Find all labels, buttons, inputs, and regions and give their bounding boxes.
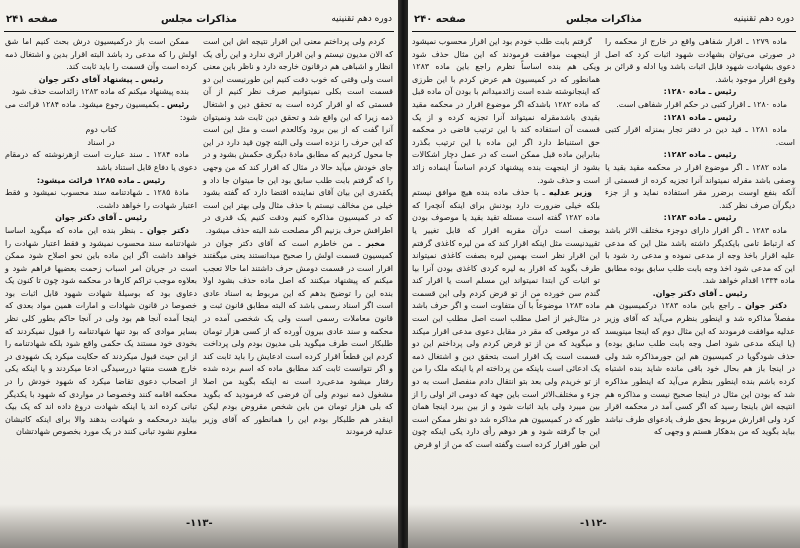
speaker-heading: رئیس ـ آقای دکتر جوان — [55, 213, 147, 223]
speaker-name: رئیس — [166, 99, 189, 109]
speech-text: ـ بکمیسیون رجوع میشود. ماده ۱۲۸۴ قرائت می شود: — [5, 99, 197, 122]
speaker-name: دکتر جوان — [745, 301, 787, 311]
paragraph: ماده ۱۲۷۹ ـ اقرار شفاهی واقع در خارج از محکمه را در صورتی می‌توان بشهادت شهود اثبات کرد که اصل دعوی بشهادت شهود قابل اثبات باشد ویا ادله و قرائن بر وقوع اقرار موجود باشد. — [605, 37, 795, 84]
header-issue: دوره دهم تقنینیه — [331, 14, 392, 24]
speech-paragraph — [5, 99, 197, 124]
column-left — [412, 36, 600, 452]
footer-page-number: -۱۱۲- — [580, 518, 607, 529]
speech-text: ـ بنظر بنده این ماده که میگوید اساسا شهادتنامه سند محسوب نمیشود و فقط اعتبار شهادت را خواهد داشت اگر این ماده باین نحو اصلاح شود ممکن است در جریان امر اسباب زحمت بعضیها فراهم شود و بعلاوه موجب تراکم کارها در محکمه شود چون تا کنون یک دعاوی بود که بوسیلهٔ شهادت شهود قابل اثبات بود خصوصا در قانون شهادات و امارات همین مواد بعدی که اینجا آمده آنجا هم بود ولی در آنجا حاکم بطور کلی نظر بسایر موادی که بود تنها شهادتنامه را قبول نمیکردند که بخودی خود مستند یک حکمی واقع شود بلکه شهادتنامه را از این حیث قبول میکردند که حکایت میکرد یک شهودی در خارج هست منتها دررسیدگی ادعا میکردند و یا اینکه یکی از اصحاب دعوی تقاضا میکرد که شهود خودش را در محکمه اقامه کنند وخصوصا در مواردی که شهود با یکدیگر تبانی کرده اند یا اینکه شهادت دروغ داده اند که یک بیک بیایند درمحکمه و شهادت بدهند والا برای اینکه کاتبشان معلوم نشود تبانی کنند در یک مورد بخصوص شهادتشان — [5, 225, 197, 437]
book-gutter — [398, 0, 408, 548]
speech-text: ـ من خاطرم است که آقای دکتر جوان در کمیسیون قسمت اولش را صحیح میدانستند یعنی میگفتند اقرار است در قسمت دومش حرف داشتند اما حالا تعجب میکنم که پیشنهاد میکنند که اصل ماده حذف بشود اولا بنده این را توضیح بدهم که این مربوط به اسناد عادی است اگر اسناد رسمی باشد که البته مطابق قانون ثبت و قانون معاملات رسمی است ولی یک شخصی آمده در محکمه و سند عادی بیرون آورده که از کسی هزار تومان طلبکار است طرف میگوید بلی مدیون بودم ولی پرداخت کردم این قطعاً اقرار کرده است ادعایش را باید ثابت کند و اگر نتوانست ثابت کند مطابق ماده که اسم برده شده رفتار میشود مدعی‌رد است نه اینکه بگوید من اصلا مشغول ذمه نبودم ولی آن فرضی که فرمودید که بگوید که بلی هزار تومان من باین شخص مقروض بودم لیکن اینقدر هم طلبکار بودم این را همانطور که آقای وزیر عدلیه فرمودند — [203, 238, 393, 437]
header-title: مذاکرات مجلس — [160, 14, 237, 25]
running-header — [414, 14, 794, 30]
paragraph: ماده ۱۲۸۴ ـ سند عبارت است ازهرنوشته که درمقام دعوی یا دفاع قابل استناد باشد — [5, 150, 197, 172]
speaker-heading: رئیس ـ پیشنهاد آقای دکتر جوان — [38, 74, 164, 84]
speech-paragraph — [203, 238, 393, 440]
column-right — [203, 36, 393, 439]
speech-paragraph — [5, 225, 197, 439]
speaker-heading: رئیس ـ ماده ۱۲۸۵ قرائت میشود: — [36, 175, 166, 185]
paragraph: ممکن است باز درکمیسیون درش بحث کنیم اما شق اولش را که مدعی رد باشد البته اقرار بدین و اشتغال ذمه کرده است وآن قسمت را باید ثابت کند. — [5, 37, 197, 72]
paragraph: گرفتم بابت طلب خودم بود این اقرار محسوب نمیشود از اینجهت موافقت فرمودند که این مثال حذف شود ویکی هم بنده اساساً نظرم راجع باین ماده ۱۲۸۳ همانطور که در کمیسیون هم عرض کردم با این طرزی که اینجانوشته شده است زائدمیدانم با بودن آن ماده قبل که ماده ۱۲۸۲ باشدکه اگر موضوع اقرار در محکمه مقید بقیدی باشدمقرله نمیتواند آنرا تجزیه کرده و از یک قسمت آن استفاده کند با این ترتیب قاضی در محکمه حق استنباط دارد اگر این ماده با این ترتیب بگذرد بنابراین ماده قبل ممکن است که در عمل دچار اشکالات بشود از اینجهت بنده پیشنهاد کردم اساساً اینماده زائد است و حذف شود. — [412, 37, 600, 185]
paragraph: ماده ۱۲۸۳ ـ اگر اقرار دارای دوجزء مختلف الاثر باشد که ارتباط تامی بایکدیگر داشته باشد مثل این که مدعی علیه اقرار باخذ وجه از مدعی نموده و مدعی رد شود با این که مدعی شود اخذ وجه بابت طلب سابق بوده مطابق ماده ۱۳۳۴ اقدام خواهد شد. — [605, 225, 795, 286]
speech-paragraph — [412, 187, 600, 451]
speaker-heading: رئیس ـ آقای دکتر جوان. — [652, 288, 748, 298]
footer-page-number: -۱۱۳- — [186, 518, 213, 529]
paragraph: بنده پیشنهاد میکنم که ماده ۱۲۸۳ زائداست حذف شود — [11, 87, 189, 97]
speaker-name: وزیر عدلیه — [548, 188, 592, 198]
column-right — [605, 36, 795, 439]
speaker-heading: رئیس ـ ماده ۱۲۸۱: — [663, 112, 737, 122]
section-heading: کتاب دوم — [85, 125, 117, 135]
paragraph: مادهٔ ۱۲۸۵ ـ شهادتنامه سند محسوب نمیشود و فقط اعتبار شهادت را خواهد داشت. — [5, 188, 197, 210]
paragraph: ماده ۱۲۸۱ ـ قید دین در دفتر تجار بمنزله اقرار کتبی است. — [605, 125, 795, 147]
header-page-number: صفحه ۲۴۰ — [414, 14, 466, 25]
speaker-name: مخبر — [366, 238, 385, 248]
speech-text: ـ با حذف ماده بنده هیچ موافق نیستم بلکه خیلی ضرورت دارد بودنش برای اینکه آنچه‌را که ماده ۱۲۸۲ گفته است مسئله تقید بقید یا موصوف بودن بوصف است درآن مقربه اقرار که قابل تغییر یا تقییدنیست مثل اینکه اقرار کند که من لیره کاغذی گرفتم این اقرار نظر است بهمین لیره بصفت کاغذی نمیتواند طرف بگوید که اقرار به لیره کردی کاغذی بودن آنرا بیا تو اثبات کن ابتدا نمیتواند این مسلم است یا اقرار کند گندم سن خورده من از تو قرض کردم ولی این قسمت ماده ۱۲۸۳ موضوعاً با آن متفاوت است و اگر حرف باشد در مثال‌غیر از اصل مطلب است اصل مطلب این است که در موقعی که مقر در مقابل دعوی مدعی اقرار میکند و میگوید که من از تو قرض کردم ولی پرداختم این دو قسمت است یک اقرار است بتحقق دین و اشتغال ذمه یک ادعائی است باینکه من پرداخته ام یا اینکه ملک را من از تو خریدم ولی بعد بتو انتقال دادم منفصل است به دو جزء و مختلف‌الاثر است باین جهة که دومی اثر اولی را از بین میبرد ولی باید اثبات شود و از بین ببرد اینجا همان طور که در کمیسیون هم مذاکره شد دو نظر ممکن است این جا گرفته شود و هر دوهم رأی دارد یکی اینکه چون این طور اقرار کرده است وگفته است که من از او قرض — [412, 188, 600, 449]
header-page-number: صفحه ۲۴۱ — [6, 14, 58, 25]
paragraph: ماده ۱۲۸۲ ـ اگر موضوع اقرار در محکمه مقید بقید یا وصفی باشد مقرله نمیتواند آنرا تجزیه کرده از قسمتی از آنکه بنفع اوست برضرر مقر استفاده نماید و از جزء دیگرآن صرف نظر کند. — [605, 162, 795, 210]
speaker-heading: رئیس ـ ماده ۱۲۸۳: — [663, 213, 737, 223]
column-left — [5, 36, 197, 439]
speaker-heading: رئیس ـ ماده ۱۲۸۰: — [663, 87, 737, 97]
paragraph: کردم ولی پرداختم معنی این اقرار نتیجه اش این است که الان مدیون نیستم و این اقرار اثری ندارد و این رأی یک انظار و اشباهی هم درقانون خارجه دارد و ناظر باین معنی است ولی وقتی که خوب دقت کنیم این طورنیست این دو قسمت است بکلی نمیتوانیم صرف نظر کنیم از آن قسمتی که او اقرار کرده است به تحقق دین و اشتغال ذمه زیرا که این واقع شد و تحقق دین ثابت شد ونمیتوان آنرا گفت که از بین برود وکالعدم است و مثل این است که این حرف را نزده است ولی البته چون قید دارد در این جا محول کردیم که مطابق مادهٔ دیگری حکمش بشود و در جای خودش میآید حالا در مثال که اقرار کند که من وجهی را که گرفتم بابت طلب سابق بود این جا میتوان جا داد و یکقدری این بیان آقای نماینده اقتضا دارد که گفته بشود خیلی من مخالف نیستم با حذف مثال ولی بهتر این است که در کمیسیون مذاکره کنیم ودقت کنیم یک قدری در اطرافش حرف بزنیم اگر مصلحت شد البته حذف میشود. — [203, 37, 393, 235]
running-header — [6, 14, 392, 30]
right-page — [408, 0, 800, 548]
header-issue: دوره دهم تقنینیه — [733, 14, 794, 24]
left-page — [0, 0, 398, 548]
speaker-name: دکتر جوان — [146, 225, 189, 235]
speech-text: ـ راجع باین ماده ۱۲۸۳ درکمیسیون هم مفصلاً مذاکره شد و اینطور بنظرم می‌آید که آقای وزیر عدلیه موافقت فرمودند که این مثال دوم که اینجا مینویسد (یا اینکه مدعی شود اصل وجه بابت طلب سابق بوده) حذف شودگویا در کمیسیون هم این جورمذاکره شد ولی در اینجا باز هم بحال خود باقی مانده شاید بنده اشتباه کرده باشم بنده اینطور بنظرم می‌آید که اینطور مذاکره شد که بودن این مثال در اینجا صحیح نیست و مذاکره هم انتیجه اش باینجا رسید که اگر کسی آمد در محکمه اقرار کرد ولی اقرارش مربوط بحق طرف یادعوای طرف نباشد بباید بگوید که من بدهکار هستم و وجهی که — [605, 301, 795, 437]
header-rule — [412, 31, 796, 32]
speaker-heading: رئیس ـ ماده ۱۲۸۲: — [663, 150, 737, 160]
paragraph: ماده ۱۲۸۰ ـ اقرار کتبی در حکم اقرار شفاهی است. — [616, 99, 787, 109]
speech-paragraph — [605, 300, 795, 439]
header-rule — [4, 31, 394, 32]
header-title: مذاکرات مجلس — [565, 14, 642, 25]
section-heading: در اسناد — [87, 137, 115, 147]
